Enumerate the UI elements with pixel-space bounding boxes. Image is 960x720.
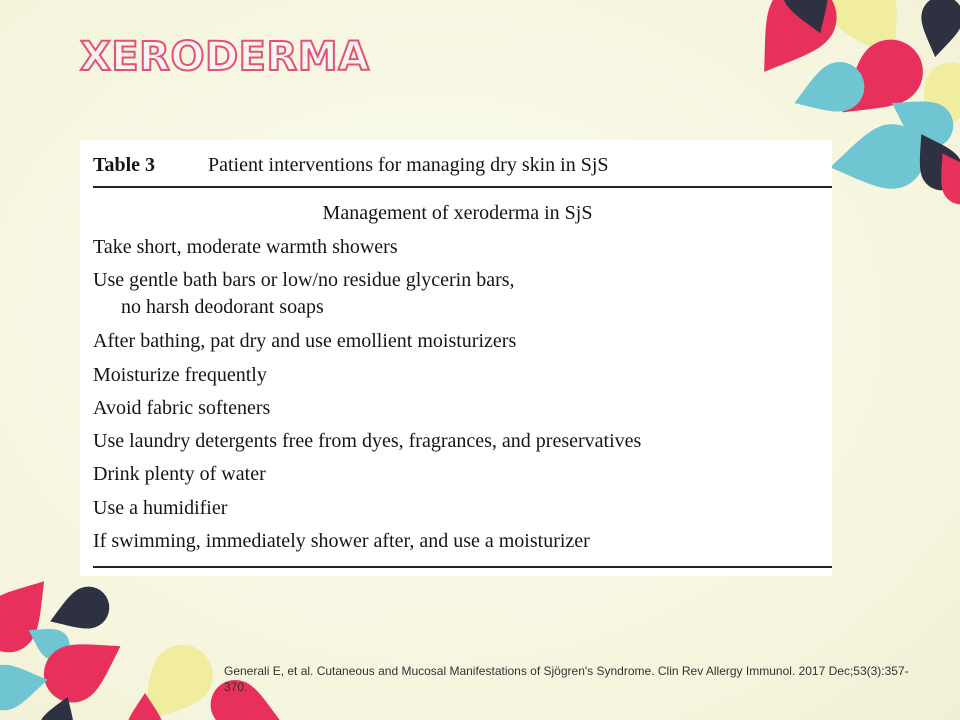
table-bottom-rule (93, 566, 832, 568)
list-item-text: Use laundry detergents free from dyes, fragrances, and preservatives (93, 430, 642, 453)
list-item (93, 328, 641, 354)
table-top-rule (93, 186, 832, 188)
table-label: Table 3 (93, 154, 156, 176)
list-item-text: Avoid fabric softeners (93, 396, 271, 419)
list-item (93, 267, 641, 321)
list-item (93, 495, 641, 521)
list-item (93, 528, 641, 554)
list-item-text: Use a humidifier (93, 496, 228, 519)
list-item-text: Take short, moderate warmth showers (93, 236, 398, 258)
intervention-list (93, 234, 641, 554)
list-item-text: Drink plenty of water (93, 463, 266, 486)
list-item-text: Use gentle bath bars or low/no residue glycerin bars, (93, 269, 515, 291)
table-figure (80, 140, 832, 576)
list-item (93, 461, 641, 487)
list-item (93, 234, 641, 260)
list-item-continuation: no harsh deodorant soaps (121, 296, 324, 318)
list-item-text: Moisturize frequently (93, 363, 267, 386)
list-item (93, 395, 641, 421)
list-item-text: If swimming, immediately shower after, and use a moisturizer (93, 530, 590, 553)
table-caption (93, 154, 609, 177)
table-caption-text: Patient interventions for managing dry skin in SjS (208, 154, 609, 176)
citation-text: Generali E, et al. Cutaneous and Mucosal Manifestations of Sjögren's Syndrome. Clin Rev Allergy Immunol. 2017 Dec;53(3):357-370. (224, 664, 909, 694)
table-column-heading: Management of xeroderma in SjS (322, 202, 593, 224)
list-item (93, 362, 641, 388)
slide-title: XERODERMA (80, 34, 370, 80)
list-item (93, 428, 641, 454)
list-item-text: After bathing, pat dry and use emollient moisturizers (93, 330, 517, 353)
bottom-left-drops (0, 563, 289, 720)
